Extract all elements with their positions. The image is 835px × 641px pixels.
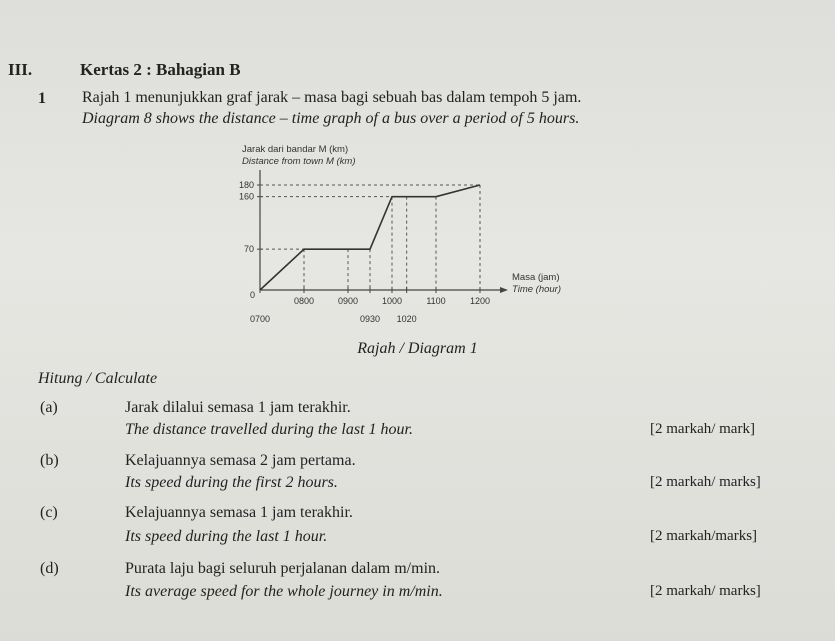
x-tick-label-0900: 0900 [337,296,359,306]
x-tick-label-1100: 1100 [426,296,446,306]
x-tick-labels [250,287,490,324]
x-tick-label-0700: 0700 [249,314,271,324]
distance-time-graph [230,140,590,340]
part-a-english: The distance travelled during the last 1 hour. [125,421,413,438]
part-b-english: Its speed during the first 2 hours. [125,474,338,491]
diagram-caption: Rajah / Diagram 1 [357,340,478,357]
y-axis-label-malay: Jarak dari bandar M (km) [242,144,349,155]
part-d-label: (d) [40,560,59,577]
part-c-malay: Kelajuannya semasa 1 jam terakhir. [125,504,353,521]
part-b-label: (b) [40,452,59,469]
x-tick-label-0930: 0930 [359,314,381,324]
part-b-malay: Kelajuannya semasa 2 jam pertama. [125,452,356,469]
part-c-label: (c) [40,504,58,521]
x-tick-label-1000: 1000 [381,296,403,306]
origin-label: 0 [250,290,256,300]
y-tick-label-70: 70 [243,244,254,255]
dashed-guides [260,185,480,290]
x-axis-label-english: Time (hour) [512,284,562,295]
y-tick-label-180: 180 [238,180,254,190]
section-number: III. [8,60,33,79]
question-text-malay: Rajah 1 menunjukkan graf jarak – masa bagi sebuah bas dalam tempoh 5 jam. [82,89,582,106]
part-a-marks: [2 markah/ mark] [650,421,755,437]
part-c-english: Its speed during the last 1 hour. [125,528,328,545]
y-tick-labels [239,180,263,254]
x-axis-arrow-icon [500,287,508,293]
part-d-marks: [2 markah/ marks] [650,583,761,599]
question-text-english: Diagram 8 shows the distance – time graph of a bus over a period of 5 hours. [82,110,580,127]
x-tick-label-1200: 1200 [469,296,491,306]
x-axis-label-malay: Masa (jam) [512,272,560,283]
question-number: 1 [38,90,46,107]
part-a-label: (a) [40,399,58,416]
section-title: Kertas 2 : Bahagian B [80,60,241,79]
part-a-malay: Jarak dilalui semasa 1 jam terakhir. [125,399,351,416]
part-b-marks: [2 markah/ marks] [650,474,761,490]
part-c-marks: [2 markah/marks] [650,528,758,544]
part-d-english: Its average speed for the whole journey in m/min. [125,583,443,600]
y-axis-label-english: Distance from town M (km) [242,156,356,167]
y-tick-label-160: 160 [238,191,254,202]
x-tick-label-1020: 1020 [396,314,417,324]
x-tick-label-0800: 0800 [293,296,315,306]
part-d-malay: Purata laju bagi seluruh perjalanan dalam m/min. [125,560,441,577]
calculate-label: Hitung / Calculate [38,370,158,387]
